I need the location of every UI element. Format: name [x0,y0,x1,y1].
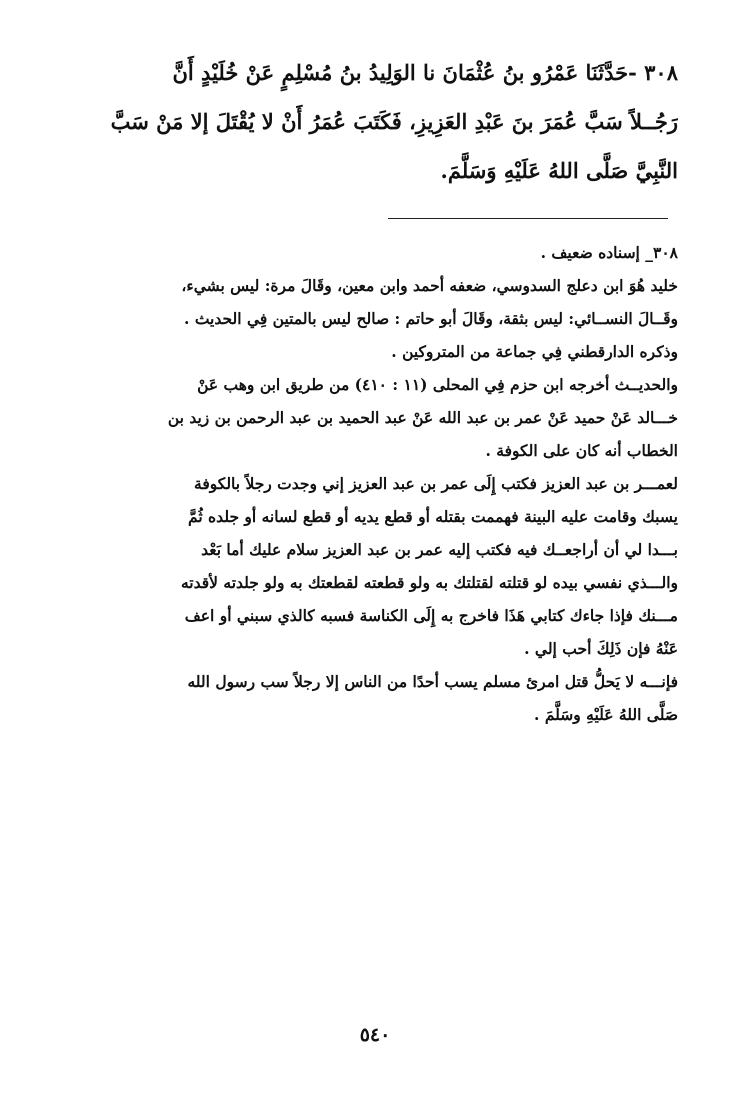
footnote-line: يسبك وقامت عليه البينة فهممت بقتله أو قطع يديه أو قطع لسانه أو جلده ثُمَّ [188,507,678,526]
footnote-line: بـــدا لي أن أراجعــك فيه فكتب إليه عمر بن عبد العزيز سلام عليك أما بَعْد [201,540,678,559]
hadith-line: ٣٠٨ -حَدَّثَنَا عَمْرُو بنُ عُثْمَانَ نا الوَلِيدُ بنُ مُسْلِمٍ عَنْ خُلَيْدٍ أَنَّ [172,60,678,85]
footnote-line: خليد هُوَ ابن دعلج السدوسي، ضعفه أحمد وابن معين، وقَالَ مرة: ليس بشيء، [181,276,678,295]
footnote-line: عَنْهُ فإن ذَلِكَ أحب إلي . [524,639,678,658]
hadith-line: رَجُــلاً سَبَّ عُمَرَ بنَ عَبْدِ العَزِيزِ، فَكَتَبَ عُمَرُ أَنْ لا يُقْتَلَ إلا مَنْ سَبَّ [110,109,678,134]
footnote-line: الخطاب أنه كان على الكوفة . [485,441,678,460]
hadith-line: النَّبِيَّ صَلَّى اللهُ عَلَيْهِ وَسَلَّمَ. [440,158,678,183]
hadith-text [72,48,678,195]
footnote-line: وقَــالَ النســائي: ليس بثقة، وقَالَ أبو حاتم : صالح ليس بالمتين فِي الحديث . [184,309,678,328]
footnote-line: والحديــث أخرجه ابن حزم فِي المحلى (١١ : ٤١٠) من طريق ابن وهب عَنْ [197,375,678,394]
footnote-line: فإنـــه لا يَحلُّ قتل امرئ مسلم يسب أحدًا من الناس إلا رجلاً سب رسول الله [187,672,678,691]
footnotes [72,236,678,731]
footnote-line: والـــذي نفسي بيده لو قتلته لقتلتك به ولو قطعته لقطعتك به ولو جلدته لأقدته [181,573,678,592]
page-number: ٥٤٠ [359,1024,391,1046]
footnote-line: وذكره الدارقطني فِي جماعة من المتروكين . [391,342,678,361]
footnote-line: مـــنك فإذا جاءك كتابي هَذَا فاخرج به إِلَى الكناسة فسبه كالذي سبني أو اعف [184,606,678,625]
footnote-line: صَلَّى اللهُ عَلَيْهِ وسَلَّمَ . [534,705,678,724]
footnote-divider [388,218,668,219]
footnote-line: خـــالد عَنْ حميد عَنْ عمر بن عبد الله عَنْ عبد الحميد بن عبد الرحمن بن زيد بن [167,408,678,427]
footnote-line: لعمـــر بن عبد العزيز فكتب إِلَى عمر بن عبد العزيز إني وجدت رجلاً بالكوفة [194,474,678,493]
footnote-line: ٣٠٨_ إسناده ضعيف . [540,243,678,262]
